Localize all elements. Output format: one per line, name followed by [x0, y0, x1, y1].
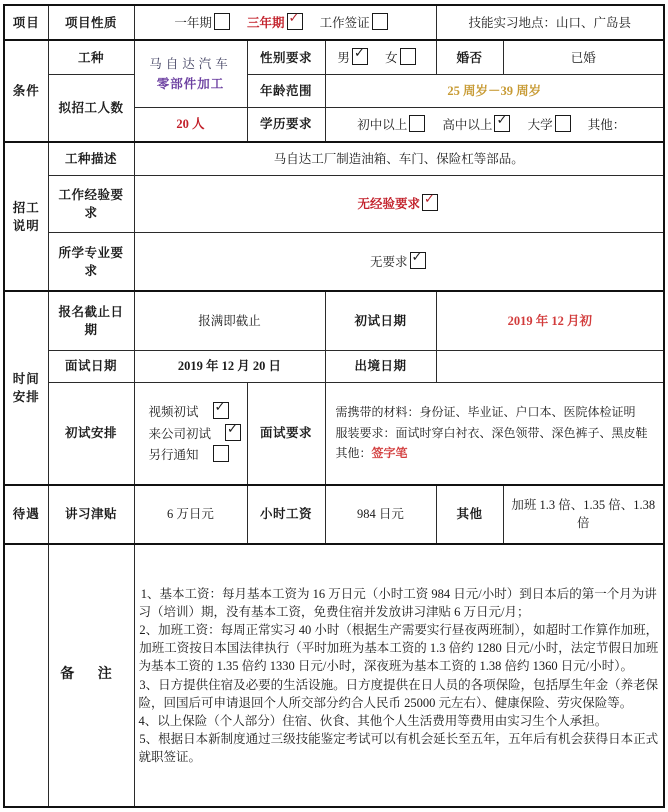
age-range-text: 25 周岁－39 周岁 — [447, 83, 542, 98]
cell-interview-requirements — [325, 383, 664, 485]
option-male[interactable] — [337, 48, 370, 67]
checkbox-onsite-interview[interactable] — [225, 424, 241, 441]
row-project — [4, 5, 664, 40]
job-title-block — [139, 54, 243, 94]
job-title-line2: 零部件加工 — [156, 77, 225, 92]
label-education: 学历要求 — [247, 107, 325, 142]
group-label-benefits: 待遇 — [4, 485, 48, 544]
group-label-project: 项目 — [4, 5, 48, 40]
headcount-text: 20 人 — [176, 117, 205, 132]
value-interview-date: 2019 年 12 月 20 日 — [134, 350, 325, 382]
option-junior-high[interactable] — [357, 115, 427, 134]
option-female-label: 女 — [385, 51, 398, 66]
note-item-5: 5、根据日本新制度通过三级技能鉴定考试可以有机会延长至五年，五年后有机会获得日本正式就职签证。 — [138, 731, 659, 765]
label-interview-arrangement: 初试安排 — [48, 383, 134, 485]
row-notes — [4, 544, 664, 807]
requirement-materials: 需携带的材料：身份证、毕业证、户口本、医院体检证明 — [335, 405, 636, 420]
value-age-range — [325, 75, 664, 107]
checkbox-female[interactable] — [400, 48, 416, 65]
label-notes: 备 注 — [60, 667, 122, 683]
row-interview-arrangement — [4, 383, 664, 485]
option-university[interactable] — [528, 115, 573, 134]
checkbox-notify-later[interactable] — [213, 445, 229, 462]
option-senior-high-label: 高中以上 — [442, 117, 493, 132]
label-gender: 性别要求 — [247, 40, 325, 75]
option-work-visa-label: 工作签证 — [319, 16, 370, 31]
requirement-dress-code: 服装要求：面试时穿白衬衣、深色领带、深色裤子、黑皮鞋 — [335, 425, 648, 440]
label-project-nature: 项目性质 — [48, 5, 134, 40]
label-departure-date: 出境日期 — [325, 350, 436, 382]
row-benefits — [4, 485, 664, 544]
cell-project-nature-options — [134, 5, 436, 40]
label-signup-deadline: 报名截止日期 — [48, 291, 134, 350]
label-hourly-wage: 小时工资 — [247, 485, 325, 544]
value-departure-date — [436, 350, 664, 382]
note-item-1: 1、基本工资：每月基本工资为 16 万日元（小时工资 984 日元/小时）到日本后的第一个月为讲习（培训）期，没有基本工资，免费住宿并发放讲习津贴 6 万日元/月； — [138, 586, 657, 620]
checkbox-no-experience[interactable] — [422, 194, 438, 211]
cell-job-type-value — [134, 40, 247, 107]
cell-major-requirement — [134, 233, 664, 292]
value-major-requirement: 无要求 — [370, 255, 408, 270]
row-work-experience — [4, 175, 664, 233]
option-three-year-label: 三年期 — [246, 16, 285, 31]
option-three-year[interactable] — [247, 13, 305, 32]
value-benefits-other: 加班 1.3 倍、1.35 倍、1.38 倍 — [503, 485, 664, 544]
value-first-interview-date — [436, 291, 664, 350]
value-job-description: 马自达工厂制造油箱、车门、保险杠等部品。 — [134, 142, 664, 175]
label-first-interview-date: 初试日期 — [325, 291, 436, 350]
row-interview-date — [4, 350, 664, 382]
label-age-range: 年龄范围 — [247, 75, 325, 107]
value-hourly-wage: 984 日元 — [325, 485, 436, 544]
label-benefits-other: 其他 — [436, 485, 503, 544]
label-training-allowance: 讲习津贴 — [48, 485, 134, 544]
option-university-label: 大学 — [527, 117, 553, 132]
arrangement-option-stack — [139, 402, 243, 464]
row-job-description — [4, 142, 664, 175]
label-interview-date: 面试日期 — [48, 350, 134, 382]
value-signup-deadline: 报满即截止 — [134, 291, 325, 350]
option-one-year-label: 一年期 — [174, 16, 212, 31]
option-male-label: 男 — [337, 51, 350, 66]
label-job-type: 工种 — [48, 40, 134, 75]
value-training-allowance: 6 万日元 — [134, 485, 247, 544]
row-deadline — [4, 291, 664, 350]
option-notify-later[interactable] — [149, 445, 243, 464]
note-item-2: 2、加班工资：每周正常实习 40 小时（根据生产需要实行昼夜两班制），如超时工作算作加班，加班工资按日本国法律执行（平时加班为基本工资的 1.3 倍约 1280 日元/小时，法定节假日加班为基本工资的 1.35 倍约 1330 日元/小时，深夜班为基本工资的 1.38 倍约 1360 日元/小时）。 — [138, 623, 659, 674]
label-education-other: 其他： — [587, 117, 626, 132]
row-conditions-age — [4, 75, 664, 107]
requirement-other-prefix: 其他： — [335, 446, 372, 461]
requirement-other — [336, 445, 660, 462]
notes-group-spacer — [4, 544, 48, 807]
label-marital-status: 婚否 — [436, 40, 503, 75]
option-onsite-interview[interactable] — [149, 424, 243, 443]
checkbox-video-interview[interactable] — [213, 402, 229, 419]
value-work-experience: 无经验要求 — [357, 197, 421, 212]
row-conditions-job — [4, 40, 664, 75]
option-senior-high[interactable] — [442, 115, 512, 134]
recruitment-form-table — [3, 4, 665, 808]
option-onsite-interview-label: 来公司初试 — [148, 426, 212, 441]
checkbox-junior-high[interactable] — [409, 115, 425, 132]
cell-arrangement-options — [134, 383, 247, 485]
option-notify-later-label: 另行通知 — [148, 448, 199, 463]
checkbox-no-major[interactable] — [410, 252, 426, 269]
cell-gender-options — [325, 40, 436, 75]
cell-work-experience — [134, 175, 664, 233]
label-notes-cell — [48, 544, 134, 807]
checkbox-work-visa[interactable] — [372, 13, 388, 30]
job-title-line1: 马自达汽车 — [149, 57, 232, 72]
value-headcount — [134, 107, 247, 142]
option-video-interview[interactable] — [149, 402, 243, 421]
group-label-schedule: 时间安排 — [4, 291, 48, 484]
note-item-4: 4、以上保险（个人部分）住宿、伙食、其他个人生活费用等费用由实习生个人承担。 — [138, 713, 608, 728]
option-work-visa[interactable] — [320, 13, 390, 32]
checkbox-senior-high[interactable] — [494, 115, 510, 132]
label-major-requirement: 所学专业要求 — [48, 233, 134, 292]
requirement-other-value: 签字笔 — [371, 446, 408, 461]
label-headcount-wrapper — [48, 75, 134, 142]
value-marital-status: 已婚 — [503, 40, 664, 75]
notes-content — [134, 544, 664, 807]
checkbox-male[interactable] — [352, 48, 368, 65]
checkbox-three-year[interactable] — [287, 13, 303, 30]
label-headcount: 拟招工人数 — [58, 101, 124, 116]
option-junior-high-label: 初中以上 — [357, 117, 408, 132]
option-female[interactable] — [385, 48, 418, 67]
option-video-interview-label: 视频初试 — [148, 405, 199, 420]
label-work-experience: 工作经验要求 — [48, 175, 134, 233]
cell-education-options — [325, 107, 664, 142]
checkbox-university[interactable] — [555, 115, 571, 132]
row-major-requirement — [4, 233, 664, 292]
group-label-recruitment: 招工说明 — [4, 142, 48, 292]
requirements-lines — [330, 404, 660, 462]
group-label-conditions: 条件 — [4, 40, 48, 142]
label-interview-requirements: 面试要求 — [247, 383, 325, 485]
checkbox-one-year[interactable] — [214, 13, 230, 30]
cell-internship-location: 技能实习地点：山口、广岛县 — [436, 5, 664, 40]
label-job-description: 工种描述 — [48, 142, 134, 175]
first-interview-date-text: 2019 年 12 月初 — [507, 313, 592, 328]
option-one-year[interactable] — [174, 13, 232, 32]
note-item-3: 3、日方提供住宿及必要的生活设施。日方度提供在日人员的各项保险，包括厚生年金（养老保险，回国后可申请退回个人所交部分约合人民币 25000 元左右）、健康保险、劳灾保险等。 — [138, 677, 659, 710]
